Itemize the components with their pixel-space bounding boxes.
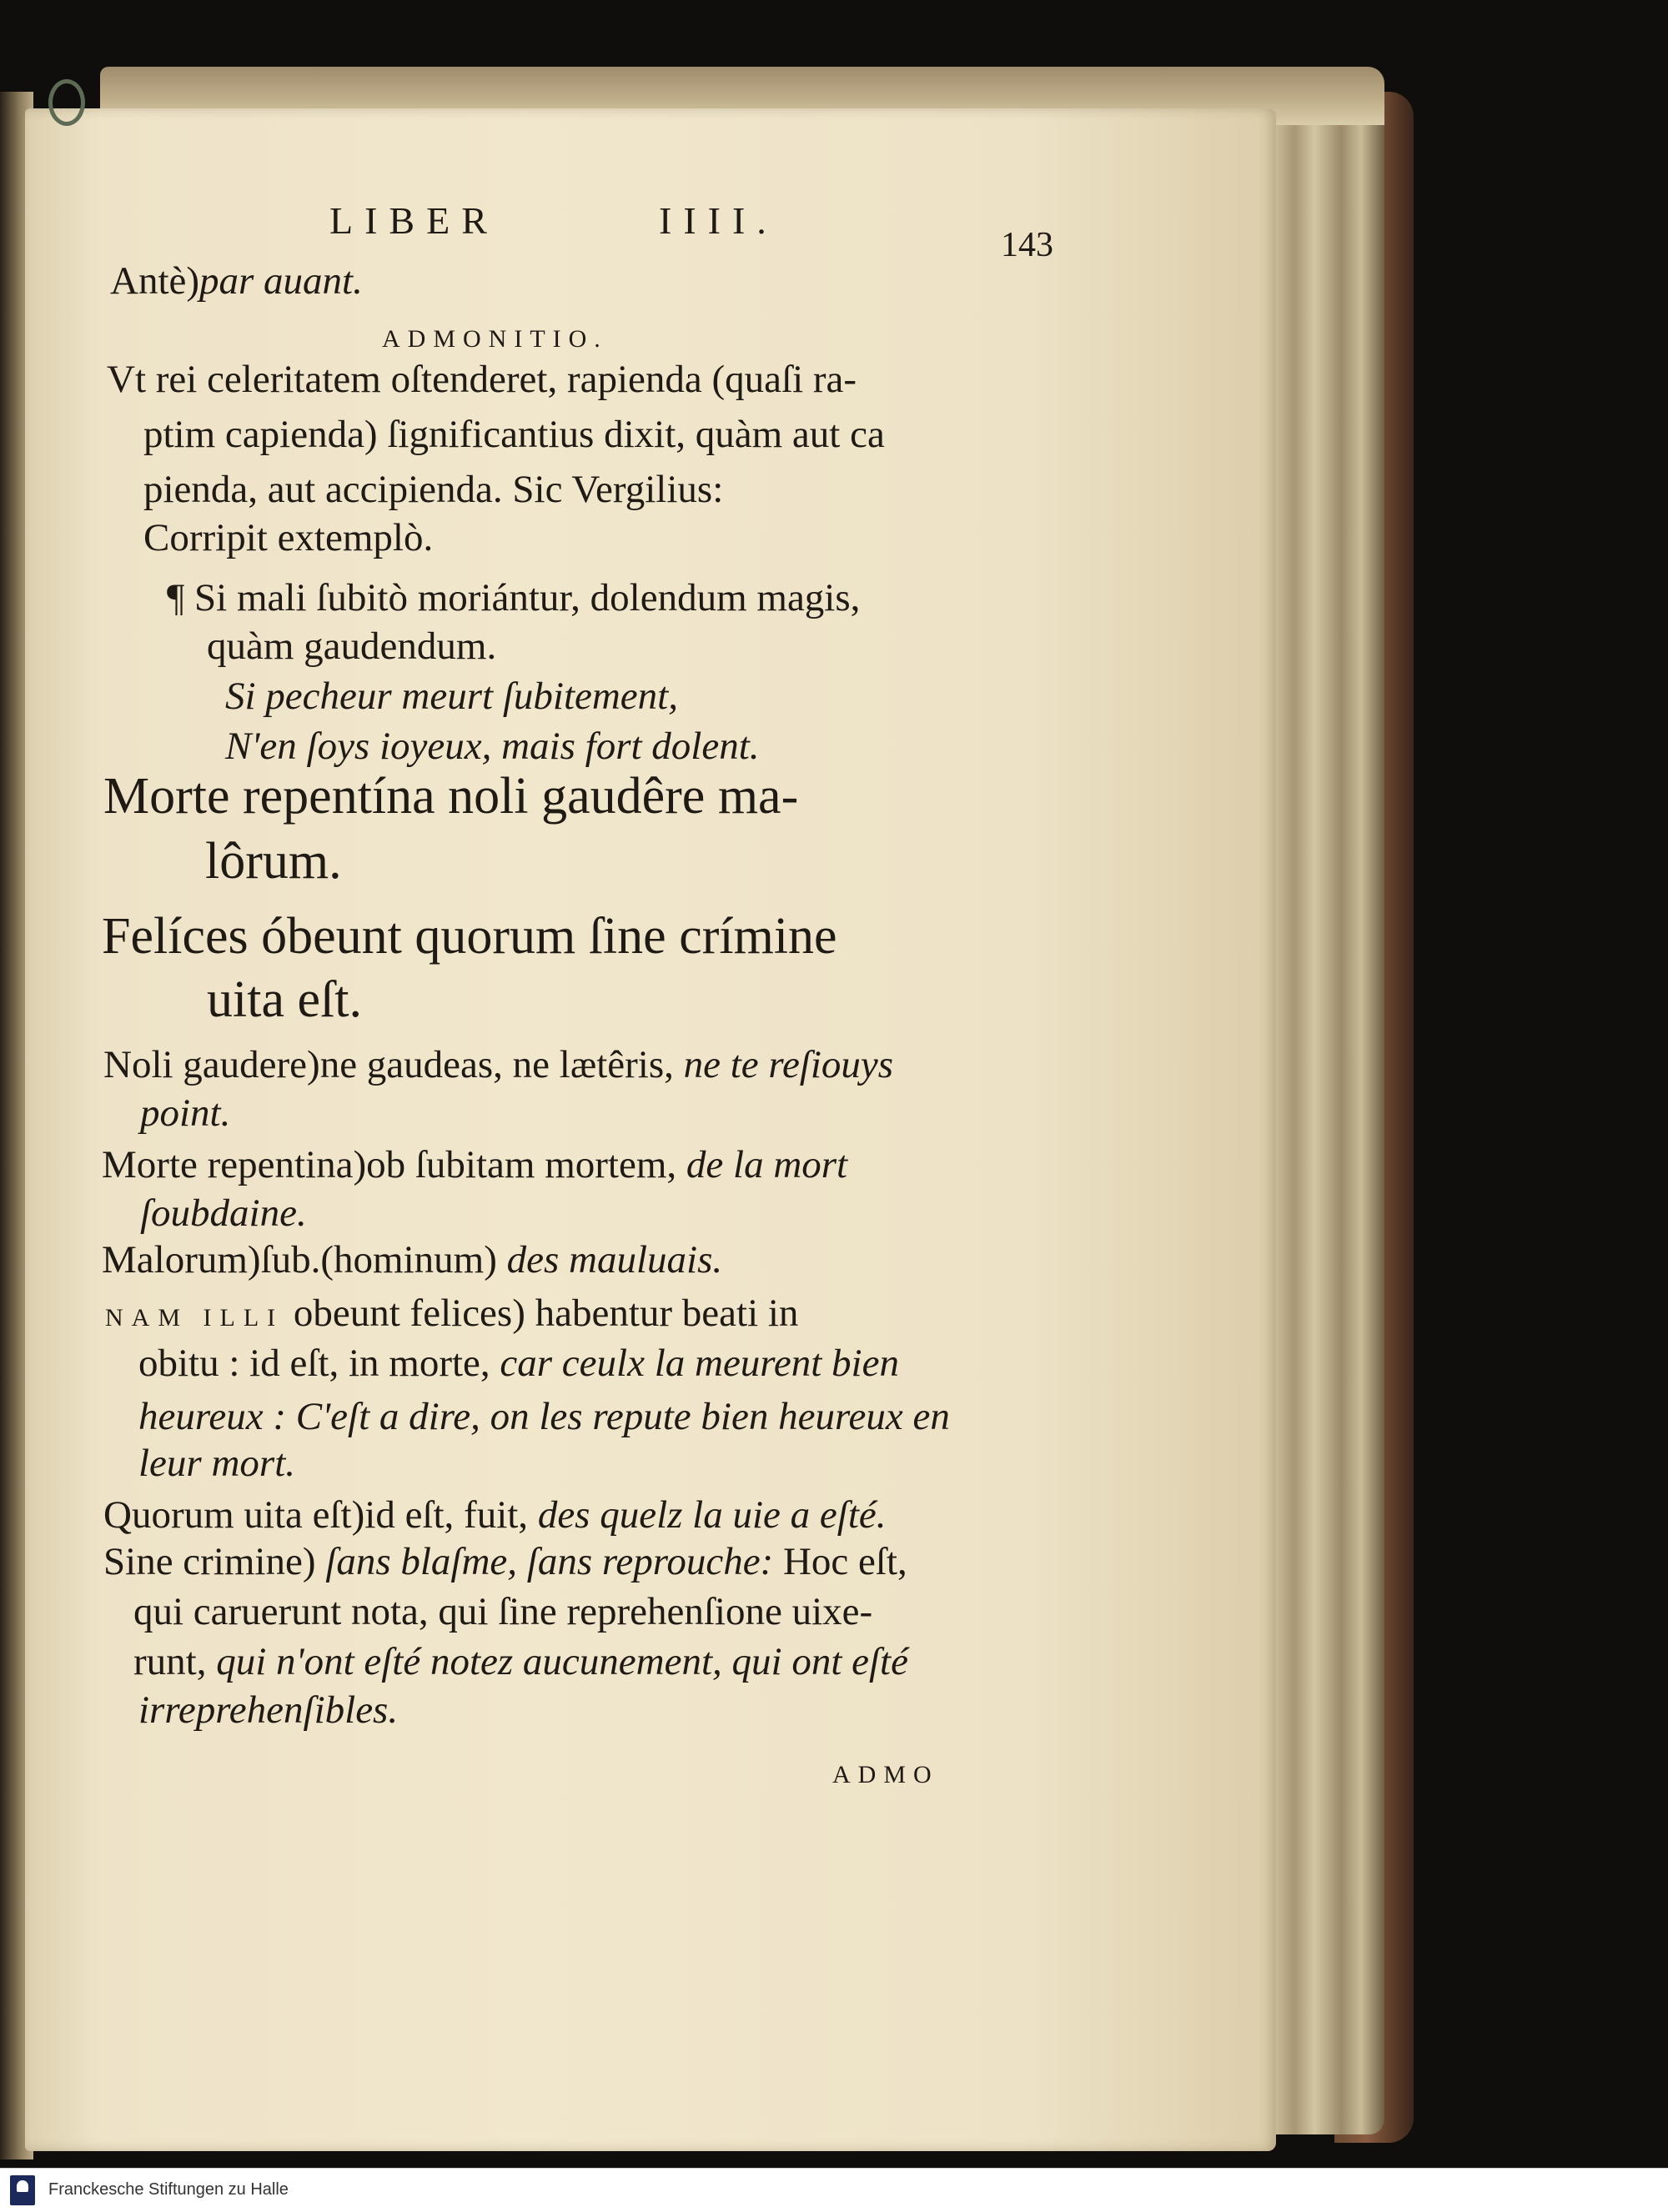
- gloss-french: car ceulx la meurent bien: [500, 1342, 899, 1385]
- text-line-10: N'en ſoys ioyeux, mais fort dolent.: [225, 725, 760, 768]
- footer-bar: [0, 2168, 1668, 2212]
- gloss-french: de la mort: [686, 1143, 848, 1186]
- verse-line-3: Felíces óbeunt quorum ſine crímine: [102, 908, 837, 965]
- page-number: 143: [1001, 226, 1053, 264]
- lemma: Quorum uita eſt)id eſt, fuit,: [103, 1493, 538, 1537]
- gloss-french: ſans blaſme, ſans reprouche:: [325, 1540, 774, 1583]
- lemma: Malorum)ſub.(hominum): [102, 1238, 507, 1282]
- gloss-latin: Hoc eſt,: [773, 1540, 907, 1583]
- text-line-21: [138, 1341, 899, 1386]
- section-heading: ADMONITIO.: [382, 325, 608, 353]
- text-line-16: point.: [140, 1091, 231, 1135]
- gloss-french: ne te reſiouys: [683, 1043, 894, 1086]
- text-line-1: [110, 258, 363, 303]
- gloss-french: des quelz la uie a eſté.: [537, 1493, 887, 1537]
- text-line-4: ptim capienda) ſignificantius dixit, quàm aut ca: [143, 413, 885, 456]
- gloss-latin: obitu : id eſt, in morte,: [138, 1342, 500, 1385]
- text-line-23: leur mort.: [138, 1442, 295, 1485]
- text-line-3: Vt rei celeritatem oſtenderet, rapienda (quaſi ra-: [107, 358, 857, 401]
- gloss-french: des mauluais.: [506, 1238, 723, 1282]
- text-line-15: [103, 1042, 893, 1087]
- running-head-right: IIII.: [659, 199, 778, 242]
- verse-line-4: uita eſt.: [207, 971, 362, 1028]
- text-line-6: Corripit extemplò.: [143, 516, 434, 559]
- running-head-left: LIBER: [329, 199, 499, 242]
- gloss-latin: obeunt felices) habentur beati in: [284, 1292, 799, 1335]
- text-line-27: [133, 1639, 908, 1684]
- verse-line-1: Morte repentína noli gaudêre ma-: [103, 768, 799, 825]
- text-line-18: ſoubdaine.: [140, 1191, 307, 1235]
- lemma: Sine crimine): [103, 1540, 326, 1583]
- institution-logo-icon: [10, 2175, 35, 2205]
- text-line-24: [103, 1492, 887, 1537]
- lemma: Morte repentina)ob ſubitam mortem,: [102, 1143, 686, 1186]
- gloss-french: par auant.: [199, 259, 363, 303]
- text-line-22: heureux : C'eſt a dire, on les repute bien heureux en: [138, 1395, 950, 1438]
- catchword: ADMO: [832, 1761, 939, 1788]
- verse-line-2: lôrum.: [205, 833, 342, 890]
- lemma: Antè): [110, 259, 200, 303]
- text-line-7: ¶ Si mali ſubitò moriántur, dolendum magis,: [167, 576, 861, 619]
- text-line-5: pienda, aut accipienda. Sic Vergilius:: [143, 468, 724, 511]
- footer-label: Franckesche Stiftungen zu Halle: [48, 2180, 289, 2199]
- text-line-8: quàm gaudendum.: [207, 624, 497, 668]
- text-line-25: [103, 1539, 907, 1584]
- gloss-latin: runt,: [133, 1640, 217, 1683]
- text-line-20: [105, 1291, 798, 1336]
- gloss-french: qui n'ont eſté notez aucunement, qui ont eſté: [216, 1640, 908, 1683]
- text-line-19: [102, 1237, 722, 1282]
- lemma: Noli gaudere)ne gaudeas, ne lætêris,: [103, 1043, 684, 1086]
- text-line-9: Si pecheur meurt ſubitement,: [225, 675, 678, 718]
- text-line-28: irreprehenſibles.: [138, 1688, 399, 1732]
- small-caps-lemma: NAM ILLI: [105, 1304, 284, 1332]
- text-line-17: [102, 1142, 847, 1187]
- text-line-26: qui caruerunt nota, qui ſine reprehenſione uixe-: [133, 1590, 873, 1633]
